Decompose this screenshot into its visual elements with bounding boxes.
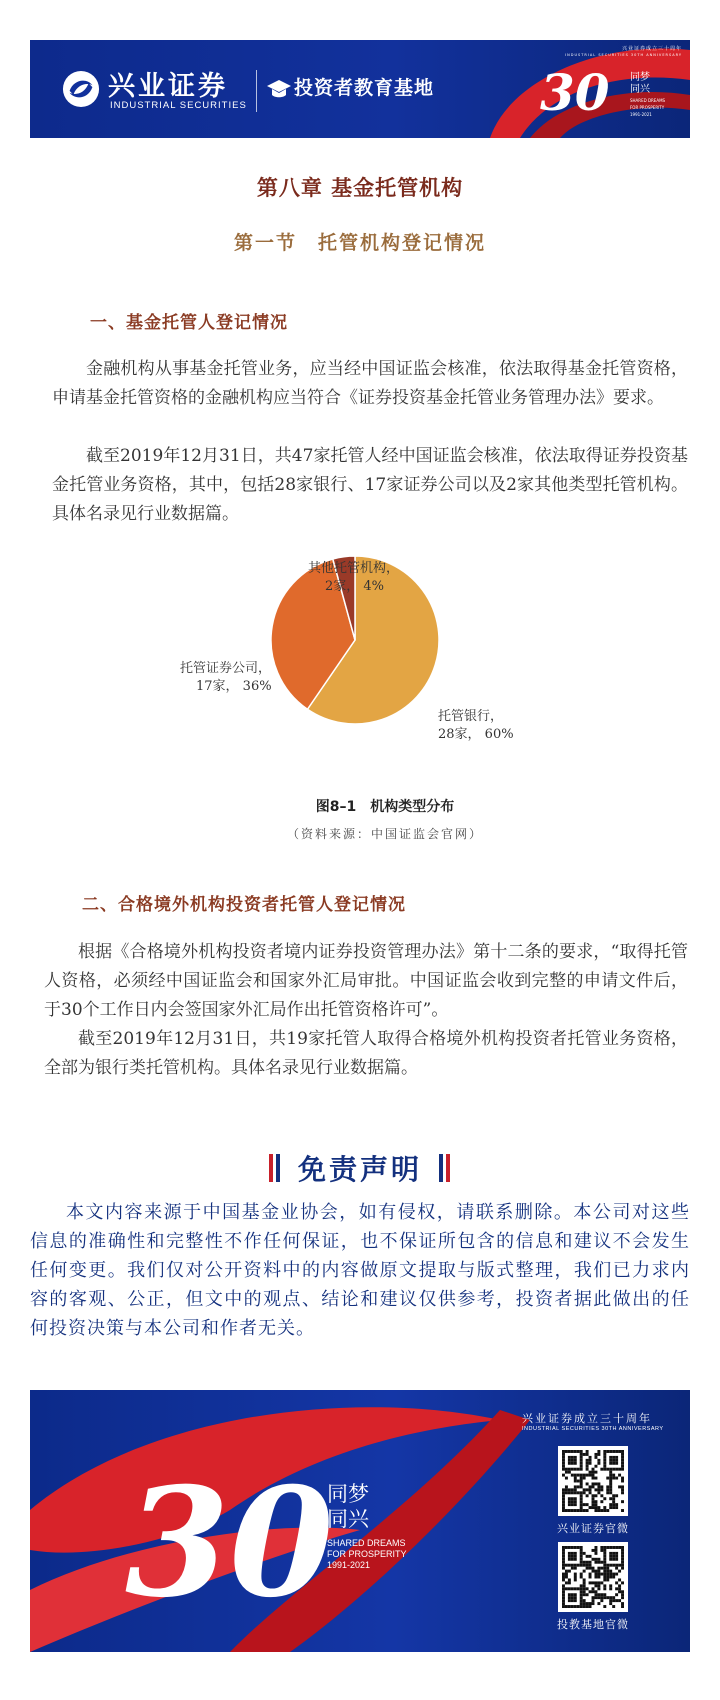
paragraph-1: 金融机构从事基金托管业务，应当经中国证监会核准，依法取得基金托管资格，申请基金托管资格的金融机构应当符合《证券投资基金托管业务管理办法》要求。 bbox=[52, 359, 688, 408]
qr-caption-securities-official: 兴业证券官微 bbox=[557, 1522, 629, 1535]
disclaimer-left-bars-icon bbox=[269, 1154, 281, 1182]
banner-divider bbox=[256, 70, 257, 112]
section-title: 第一节 托管机构登记情况 bbox=[233, 232, 486, 254]
svg-text:30: 30 bbox=[540, 63, 610, 122]
disclaimer-right-bars-icon bbox=[439, 1154, 451, 1182]
label-other-line1: 其他托管机构， bbox=[308, 561, 400, 576]
qr-caption-education-base-official: 投教基地官微 bbox=[557, 1618, 629, 1631]
label-securities-line1: 托管证券公司， bbox=[180, 661, 272, 676]
disclaimer-header bbox=[0, 1148, 720, 1188]
slogan-years-bottom: 1991-2021 bbox=[327, 1560, 371, 1570]
slogan-cn-1-top: 同梦 bbox=[630, 72, 650, 83]
industrial-securities-logo-icon bbox=[62, 70, 100, 108]
slogan-bottom bbox=[327, 1482, 407, 1571]
slogan-cn-1-bottom: 同梦 bbox=[327, 1482, 369, 1506]
anniversary-cn-bottom: 兴业证券成立三十周年 bbox=[522, 1412, 652, 1425]
anniversary-label-top bbox=[565, 45, 682, 57]
disclaimer-title: 免责声明 bbox=[297, 1153, 422, 1186]
slogan-cn-2-top: 同兴 bbox=[630, 84, 650, 95]
heading-custodian-registration: 一、基金托管人登记情况 bbox=[90, 313, 288, 333]
footer-banner bbox=[30, 1390, 690, 1652]
chapter-title: 第八章 基金托管机构 bbox=[256, 176, 464, 200]
slogan-years-top: 1991-2021 bbox=[630, 112, 652, 117]
heading-qfii-custodian: 二、合格境外机构投资者托管人登记情况 bbox=[82, 895, 406, 915]
institution-type-pie-chart bbox=[160, 550, 580, 790]
slogan-top bbox=[630, 72, 665, 117]
investor-education-base-title: 投资者教育基地 bbox=[294, 77, 435, 99]
slogan-cn-2-bottom: 同兴 bbox=[327, 1507, 369, 1531]
brand-name-cn: 兴业证券 bbox=[108, 71, 228, 102]
figure-source: （资料来源：中国证监会官网） bbox=[286, 827, 483, 841]
graduation-cap-icon bbox=[266, 76, 292, 102]
label-bank-line1: 托管银行， bbox=[438, 709, 504, 724]
header-banner bbox=[30, 40, 690, 138]
disclaimer-body: 本文内容来源于中国基金业协会，如有侵权，请联系删除。本公司对这些信息的准确性和完整性不作任何保证，也不保证所包含的信息和建议不会发生任何变更。我们仅对公开资料中的内容做原文提取与版式整理，我们已力求内容的客观、公正，但文中的观点、结论和建议仅供参考，投资者据此做出的任何投资决策与本公司和作者无关。 bbox=[30, 1202, 690, 1339]
svg-text:30: 30 bbox=[125, 1455, 334, 1631]
qr-code-education-base-official-icon[interactable] bbox=[558, 1542, 628, 1612]
label-other-line2: 2家， 4% bbox=[325, 579, 385, 594]
slogan-en-1-bottom: SHARED DREAMS bbox=[327, 1538, 406, 1548]
paragraph-2: 截至2019年12月31日，共47家托管人经中国证监会核准，依法取得证券投资基金托管业务资格，其中，包括28家银行、17家证券公司以及2家其他类型托管机构。具体名录见行业数据篇。 bbox=[52, 446, 688, 524]
label-securities-line2: 17家， 36% bbox=[196, 679, 272, 694]
slogan-en-1-top: SHARED DREAMS bbox=[630, 98, 666, 103]
slogan-en-2-bottom: FOR PROSPERITY bbox=[327, 1549, 407, 1559]
qr-code-securities-official-icon[interactable] bbox=[558, 1446, 628, 1516]
brand-name-en: INDUSTRIAL SECURITIES bbox=[110, 100, 247, 111]
label-bank-line2: 28家， 60% bbox=[438, 727, 514, 742]
paragraph-3: 根据《合格境外机构投资者境内证券投资管理办法》第十二条的要求，“取得托管人资格，必须经中国证监会和国家外汇局审批。中国证监会收到完整的申请文件后，于30个工作日内会签国家外汇局作出托管资格许可”。 bbox=[44, 942, 688, 1020]
anniversary-cn-top: 兴业证券成立三十周年 bbox=[621, 46, 682, 52]
figure-title: 图8–1 机构类型分布 bbox=[315, 799, 455, 815]
paragraph-4: 截至2019年12月31日，共19家托管人取得合格境外机构投资者托管业务资格，全部为银行类托管机构。具体名录见行业数据篇。 bbox=[44, 1029, 688, 1078]
anniversary-en-top: INDUSTRIAL SECURITIES 30TH ANNIVERSARY bbox=[565, 53, 682, 57]
slogan-en-2-top: FOR PROSPERITY bbox=[630, 105, 665, 110]
anniversary-en-bottom: INDUSTRIAL SECURITIES 30TH ANNIVERSARY bbox=[522, 1426, 664, 1432]
